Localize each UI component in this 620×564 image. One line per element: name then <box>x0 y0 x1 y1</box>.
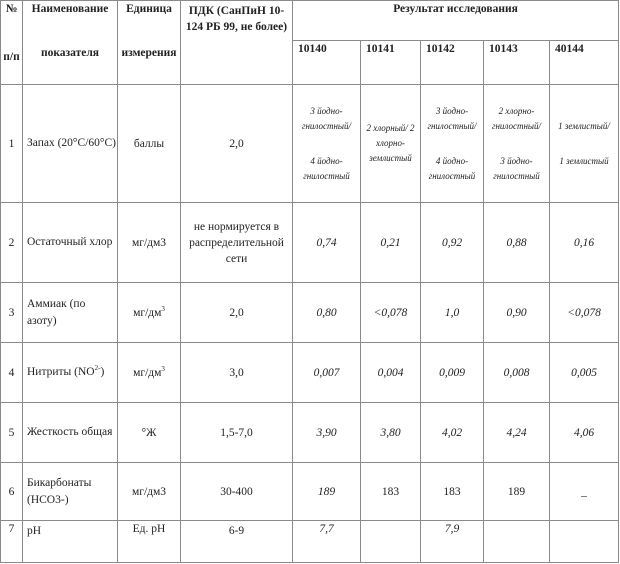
unit-base: мг/дм <box>133 306 162 319</box>
table-row <box>1 463 619 521</box>
result-cell <box>361 85 421 203</box>
unit-base: мг/дм <box>133 366 162 379</box>
indicator-name: Аммиак (по азоту) <box>23 283 118 343</box>
result-cell: <0,078 <box>361 283 421 343</box>
result-value-second: 4 йодно-гнилостный <box>428 155 476 181</box>
pdk-cell: 1,5-7,0 <box>181 403 293 463</box>
sample-id: 10142 <box>421 41 484 85</box>
result-cell: 0,92 <box>421 203 484 283</box>
table-row <box>1 283 619 343</box>
sample-id: 10140 <box>293 41 361 85</box>
header-row <box>1 1 619 41</box>
result-cell: 0,80 <box>293 283 361 343</box>
col-header-result: Результат исследования <box>293 1 619 41</box>
indicator-name <box>23 343 118 403</box>
sample-id: 10141 <box>361 41 421 85</box>
result-cell <box>361 521 421 563</box>
result-cell: 7,7 <box>293 521 361 563</box>
result-cell: 0,007 <box>293 343 361 403</box>
result-cell: 7,9 <box>421 521 484 563</box>
col-header-unit-top: Единица <box>126 3 172 15</box>
result-cell: <0,078 <box>550 283 619 343</box>
indicator-name: Остаточный хлор <box>23 203 118 283</box>
result-cell: 0,005 <box>550 343 619 403</box>
result-cell: 3,90 <box>293 403 361 463</box>
result-cell: 0,009 <box>421 343 484 403</box>
indicator-name: Бикарбонаты (НСО3-) <box>23 463 118 521</box>
table-row <box>1 521 619 563</box>
unit-cell: мг/дм3 <box>118 463 181 521</box>
result-value-second: 4 йодно-гнилостный <box>303 155 350 181</box>
sample-id: 10143 <box>484 41 550 85</box>
result-value-first: 1 землистый/ <box>558 120 610 131</box>
pdk-cell: не нормируется в распределительной сети <box>181 203 293 283</box>
unit-cell: баллы <box>118 85 181 203</box>
row-number: 4 <box>1 343 23 403</box>
indicator-name-base: Нитриты (NO <box>27 366 95 378</box>
table-row <box>1 403 619 463</box>
result-cell <box>550 85 619 203</box>
result-cell: 3,80 <box>361 403 421 463</box>
result-cell: 189 <box>293 463 361 521</box>
unit-superscript: 3 <box>161 364 165 373</box>
result-cell: 0,90 <box>484 283 550 343</box>
result-cell: 189 <box>484 463 550 521</box>
col-header-pdk: ПДК (СанПиН 10-124 РБ 99, не более) <box>181 1 293 85</box>
table-row <box>1 343 619 403</box>
col-header-unit-bottom: измерения <box>121 47 177 59</box>
result-cell: 183 <box>421 463 484 521</box>
pdk-cell: 3,0 <box>181 343 293 403</box>
result-cell: 4,02 <box>421 403 484 463</box>
indicator-name-superscript: 2- <box>94 364 101 373</box>
indicator-name-end: ) <box>100 366 105 378</box>
sample-id: 40144 <box>550 41 619 85</box>
indicator-name: рН <box>23 521 118 563</box>
col-header-number-top: № <box>5 3 18 15</box>
pdk-cell: 2,0 <box>181 283 293 343</box>
result-cell: 4,24 <box>484 403 550 463</box>
result-value-first: 3 йодно-гнилостный/ <box>427 105 477 131</box>
col-header-name <box>23 1 118 85</box>
indicator-name: Жесткость общая <box>23 403 118 463</box>
row-number: 6 <box>1 463 23 521</box>
result-cell: 0,16 <box>550 203 619 283</box>
result-value-second: 3 йодно-гнилостный <box>493 155 540 181</box>
result-value-first: 2 хлорный/ 2 хлорно-землистый <box>366 123 415 163</box>
result-value-first: 2 хлорно-гнилостный/ <box>491 105 542 131</box>
row-number: 5 <box>1 403 23 463</box>
result-cell <box>421 85 484 203</box>
col-header-name-bottom: показателя <box>40 47 100 59</box>
result-cell: 0,21 <box>361 203 421 283</box>
row-number: 2 <box>1 203 23 283</box>
result-cell: 0,004 <box>361 343 421 403</box>
unit-cell: мг/дм3 <box>118 203 181 283</box>
result-cell <box>293 85 361 203</box>
row-number: 7 <box>1 521 23 563</box>
row-number: 1 <box>1 85 23 203</box>
unit-cell <box>118 343 181 403</box>
indicator-name: Запах (20°С/60°С) <box>23 85 118 203</box>
col-header-number-bottom: п/п <box>3 51 20 63</box>
col-header-unit <box>118 1 181 85</box>
result-cell: 0,88 <box>484 203 550 283</box>
result-cell: _ <box>550 463 619 521</box>
result-value-second: 1 землистый <box>559 155 609 166</box>
result-cell: 183 <box>361 463 421 521</box>
col-header-number <box>1 1 23 85</box>
col-header-name-top: Наименование <box>31 3 109 15</box>
unit-cell <box>118 283 181 343</box>
result-cell: 4,06 <box>550 403 619 463</box>
table-row <box>1 85 619 203</box>
pdk-cell: 30-400 <box>181 463 293 521</box>
result-value-first: 3 йодно-гнилостный/ <box>301 105 352 131</box>
pdk-cell: 6-9 <box>181 521 293 563</box>
result-cell <box>550 521 619 563</box>
unit-superscript: 3 <box>161 304 165 313</box>
result-cell: 0,008 <box>484 343 550 403</box>
pdk-cell: 2,0 <box>181 85 293 203</box>
unit-cell: Ед. рН <box>118 521 181 563</box>
result-cell <box>484 85 550 203</box>
result-cell <box>484 521 550 563</box>
result-cell: 0,74 <box>293 203 361 283</box>
unit-cell: °Ж <box>118 403 181 463</box>
table-row <box>1 203 619 283</box>
row-number: 3 <box>1 283 23 343</box>
result-cell: 1,0 <box>421 283 484 343</box>
